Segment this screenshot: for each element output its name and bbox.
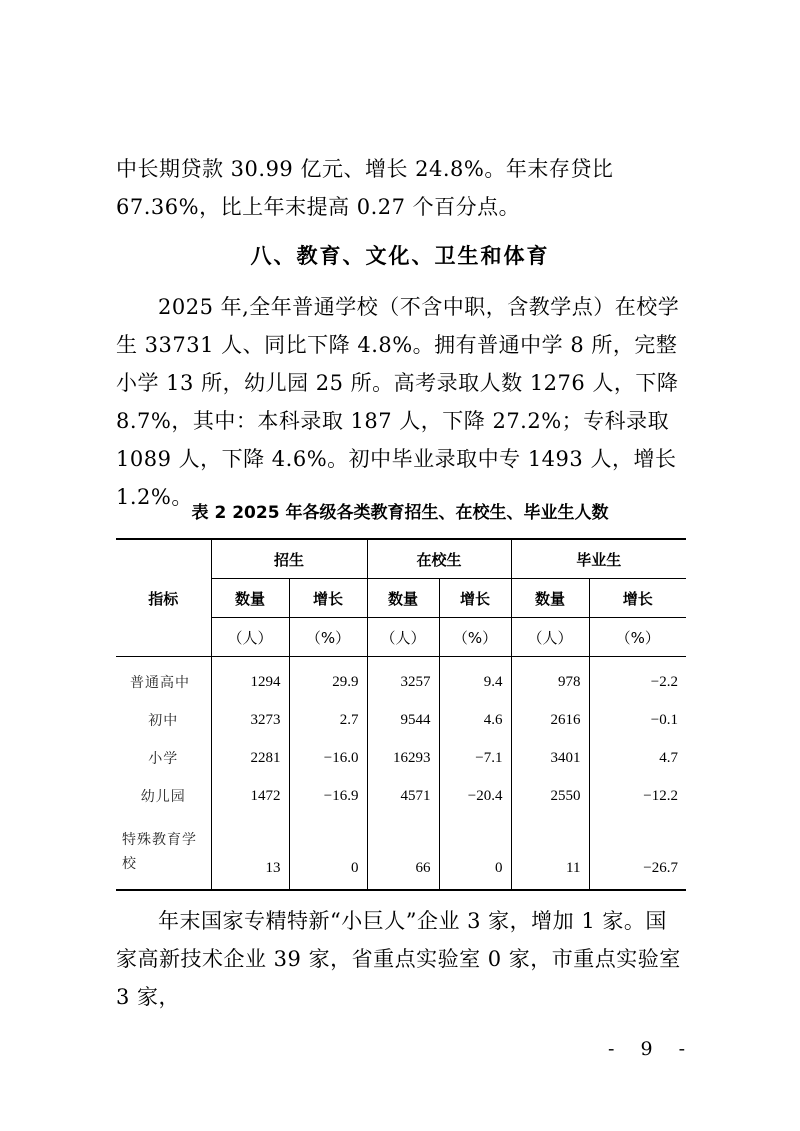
- table-row: [116, 739, 686, 777]
- graduates-header: 毕业生: [511, 539, 686, 579]
- page-number: - 9 -: [608, 1038, 696, 1060]
- cell-enroll-count: 13: [211, 815, 289, 890]
- cell-enroll-count: 1294: [211, 657, 289, 702]
- in-school-header: 在校生: [367, 539, 511, 579]
- education-stats-table: [116, 538, 686, 891]
- cell-in-school-count: 4571: [367, 777, 439, 815]
- growth-header: 增长: [589, 579, 686, 618]
- cell-grad-growth: −12.2: [589, 777, 686, 815]
- cell-grad-growth: −26.7: [589, 815, 686, 890]
- row-label: 小学: [148, 751, 179, 767]
- unit-people: （人）: [211, 618, 289, 657]
- cell-enroll-count: 1472: [211, 777, 289, 815]
- paragraph-education: 2025 年,全年普通学校（不含中职，含教学点）在校学生 33731 人、同比下降 4.8%。拥有普通中学 8 所，完整小学 13 所，幼儿园 25 所。高考录取人数 1276 人，下降 8.7%，其中：本科录取 187 人，下降 27.2%；专科录取 1089 人，下降 4.6%。初中毕业录取中专 1493 人，增长 1.2%。: [116, 295, 680, 509]
- unit-percent: （%）: [439, 618, 511, 657]
- quantity-header: 数量: [211, 579, 289, 618]
- section-heading: 八、教育、文化、卫生和体育: [250, 244, 550, 268]
- paragraph-loans: 中长期贷款 30.99 亿元、增长 24.8%。年末存贷比 67.36%，比上年末提高 0.27 个百分点。: [116, 157, 614, 219]
- cell-grad-count: 978: [511, 657, 589, 702]
- table-row: [116, 815, 686, 890]
- cell-in-school-growth: −7.1: [439, 739, 511, 777]
- growth-header: 增长: [439, 579, 511, 618]
- table-title: 表 2 2025 年各级各类教育招生、在校生、毕业生人数: [191, 503, 609, 523]
- row-label: 普通高中: [130, 675, 190, 691]
- cell-grad-growth: −2.2: [589, 657, 686, 702]
- cell-in-school-count: 3257: [367, 657, 439, 702]
- growth-header: 增长: [289, 579, 367, 618]
- cell-in-school-count: 66: [367, 815, 439, 890]
- table-row: [116, 777, 686, 815]
- cell-grad-count: 2616: [511, 701, 589, 739]
- table-row: [116, 701, 686, 739]
- row-label: 初中: [148, 713, 179, 729]
- cell-enroll-count: 3273: [211, 701, 289, 739]
- cell-in-school-growth: −20.4: [439, 777, 511, 815]
- unit-people: （人）: [511, 618, 589, 657]
- table-row: [116, 657, 686, 702]
- cell-in-school-growth: 4.6: [439, 701, 511, 739]
- cell-enroll-growth: 0: [289, 815, 367, 890]
- unit-percent: （%）: [289, 618, 367, 657]
- cell-enroll-growth: −16.0: [289, 739, 367, 777]
- cell-enroll-growth: −16.9: [289, 777, 367, 815]
- cell-grad-count: 3401: [511, 739, 589, 777]
- quantity-header: 数量: [367, 579, 439, 618]
- row-label: 幼儿园: [140, 789, 186, 805]
- cell-enroll-growth: 29.9: [289, 657, 367, 702]
- table-header-row: [116, 539, 686, 579]
- cell-in-school-growth: 9.4: [439, 657, 511, 702]
- cell-grad-growth: 4.7: [589, 739, 686, 777]
- row-label: 特殊教育学校: [116, 815, 211, 890]
- paragraph-enterprises: 年末国家专精特新“小巨人”企业 3 家，增加 1 家。国家高新技术企业 39 家，省重点实验室 0 家，市重点实验室 3 家，: [116, 909, 681, 1009]
- quantity-header: 数量: [511, 579, 589, 618]
- unit-people: （人）: [367, 618, 439, 657]
- cell-in-school-count: 16293: [367, 739, 439, 777]
- indicator-header: 指标: [116, 539, 211, 657]
- cell-in-school-growth: 0: [439, 815, 511, 890]
- enrollment-header: 招生: [211, 539, 367, 579]
- unit-percent: （%）: [589, 618, 686, 657]
- cell-grad-growth: −0.1: [589, 701, 686, 739]
- cell-grad-count: 2550: [511, 777, 589, 815]
- cell-enroll-count: 2281: [211, 739, 289, 777]
- cell-grad-count: 11: [511, 815, 589, 890]
- cell-in-school-count: 9544: [367, 701, 439, 739]
- cell-enroll-growth: 2.7: [289, 701, 367, 739]
